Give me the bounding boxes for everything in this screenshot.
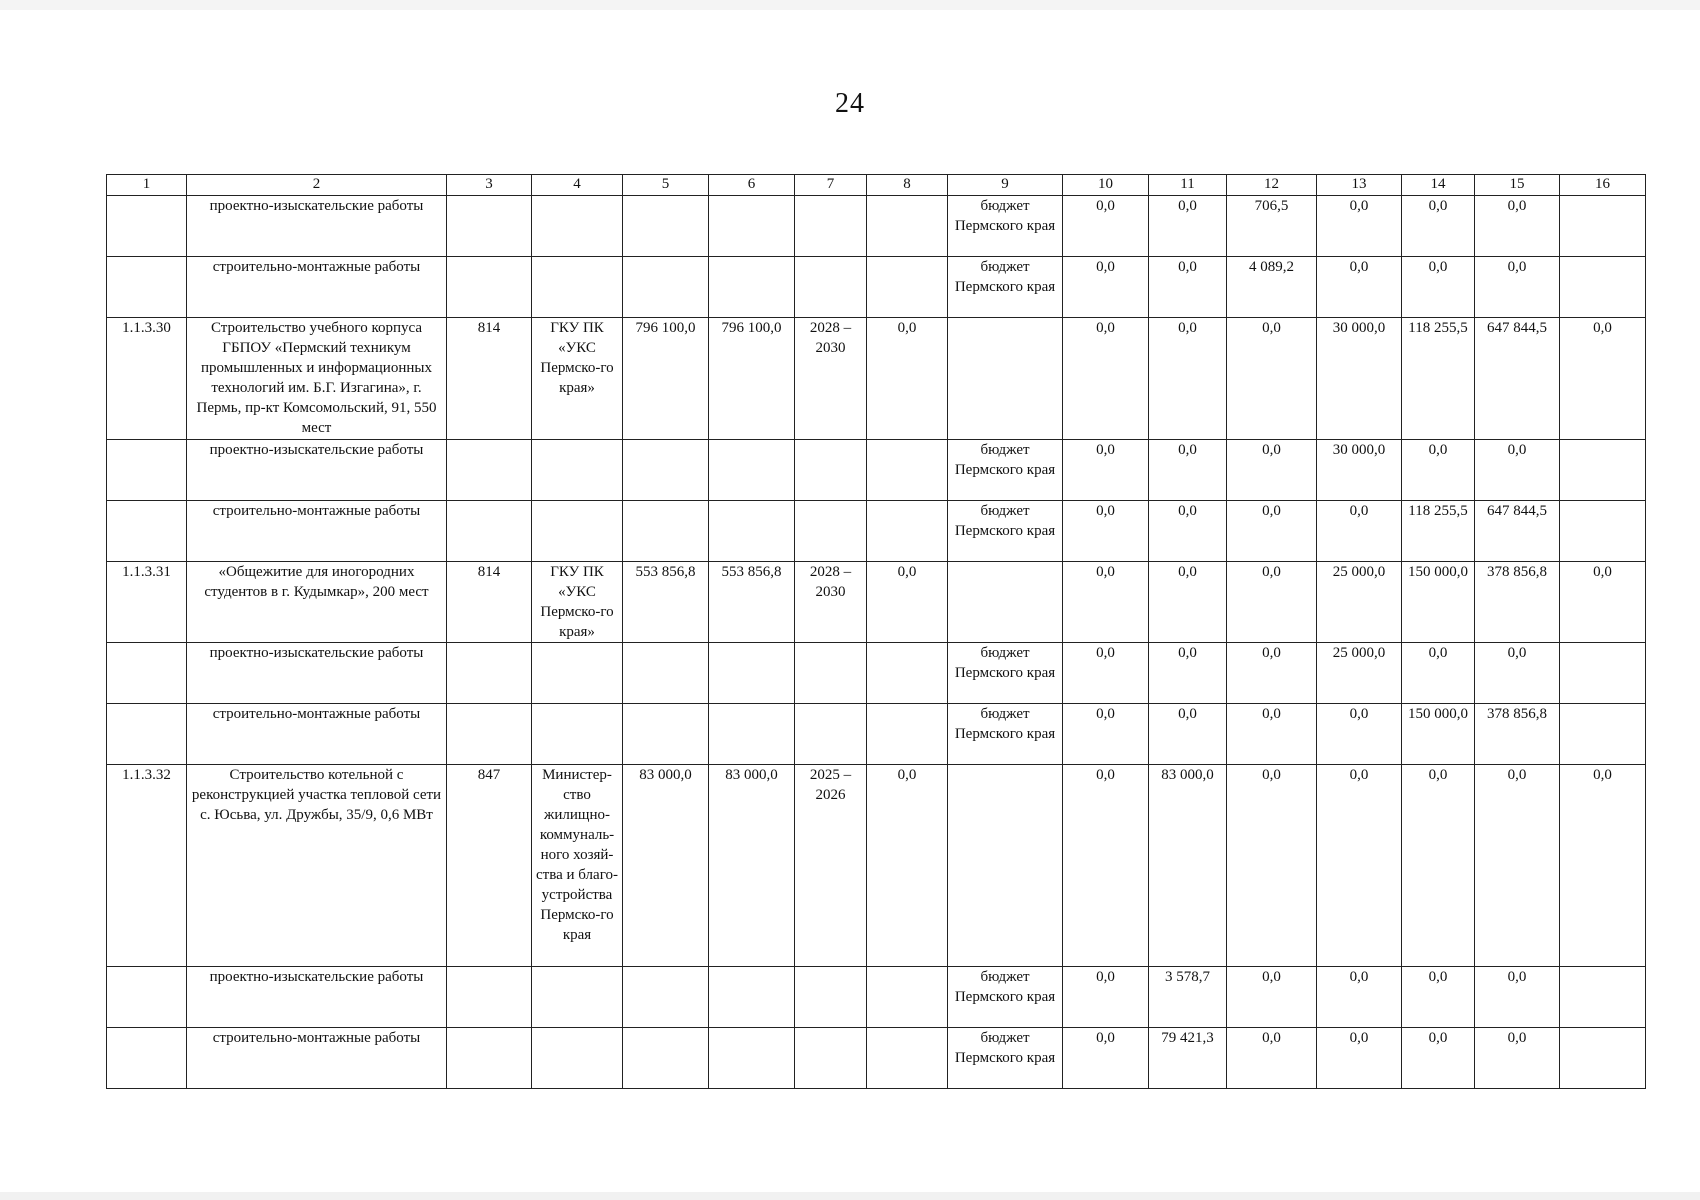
year-2025-cell: 0,0 xyxy=(1227,318,1317,440)
cost-column-cell: 0,0 xyxy=(867,765,948,967)
year-2028-cell: 0,0 xyxy=(1475,257,1560,318)
column-header: 2 xyxy=(187,175,447,196)
sub-row xyxy=(107,257,1646,318)
year-2029-cell xyxy=(1560,1028,1646,1089)
year-2027-cell: 0,0 xyxy=(1402,257,1475,318)
year-2023-cell: 0,0 xyxy=(1063,562,1149,643)
funding-source-cell: бюджет Пермского края xyxy=(948,440,1063,501)
item-code-cell xyxy=(107,704,187,765)
responsible-executor-cell xyxy=(532,501,623,562)
year-2028-cell: 647 844,5 xyxy=(1475,501,1560,562)
funding-source-cell: бюджет Пермского края xyxy=(948,196,1063,257)
funding-source-cell: бюджет Пермского края xyxy=(948,257,1063,318)
year-2024-cell: 0,0 xyxy=(1149,318,1227,440)
cost-column-cell xyxy=(867,196,948,257)
year-2029-cell xyxy=(1560,440,1646,501)
year-2023-cell: 0,0 xyxy=(1063,765,1149,967)
year-2026-cell: 0,0 xyxy=(1317,1028,1402,1089)
year-2027-cell: 0,0 xyxy=(1402,765,1475,967)
limit-amount-cell xyxy=(709,1028,795,1089)
year-2023-cell: 0,0 xyxy=(1063,440,1149,501)
responsible-executor-cell xyxy=(532,967,623,1028)
column-header: 16 xyxy=(1560,175,1646,196)
year-2026-cell: 0,0 xyxy=(1317,257,1402,318)
year-2027-cell: 118 255,5 xyxy=(1402,318,1475,440)
column-number-row xyxy=(107,175,1646,196)
responsible-executor-cell xyxy=(532,257,623,318)
item-code-cell xyxy=(107,643,187,704)
cost-column-cell xyxy=(867,704,948,765)
year-2026-cell: 0,0 xyxy=(1317,501,1402,562)
item-code-cell xyxy=(107,967,187,1028)
estimated-cost-cell xyxy=(623,440,709,501)
year-2026-cell: 30 000,0 xyxy=(1317,440,1402,501)
code-column-cell xyxy=(447,196,532,257)
year-2029-cell xyxy=(1560,196,1646,257)
cost-column-cell xyxy=(867,257,948,318)
year-2023-cell: 0,0 xyxy=(1063,967,1149,1028)
year-2029-cell xyxy=(1560,967,1646,1028)
construction-period-cell xyxy=(795,257,867,318)
sub-row xyxy=(107,967,1646,1028)
limit-amount-cell xyxy=(709,196,795,257)
column-header: 4 xyxy=(532,175,623,196)
year-2023-cell: 0,0 xyxy=(1063,257,1149,318)
year-2023-cell: 0,0 xyxy=(1063,643,1149,704)
year-2024-cell: 83 000,0 xyxy=(1149,765,1227,967)
year-2024-cell: 0,0 xyxy=(1149,562,1227,643)
limit-amount-cell xyxy=(709,704,795,765)
year-2025-cell: 0,0 xyxy=(1227,562,1317,643)
column-header: 13 xyxy=(1317,175,1402,196)
estimated-cost-cell xyxy=(623,257,709,318)
sub-row xyxy=(107,704,1646,765)
estimated-cost-cell xyxy=(623,704,709,765)
estimated-cost-cell xyxy=(623,643,709,704)
column-header: 12 xyxy=(1227,175,1317,196)
year-2023-cell: 0,0 xyxy=(1063,318,1149,440)
year-2028-cell: 378 856,8 xyxy=(1475,562,1560,643)
year-2026-cell: 25 000,0 xyxy=(1317,643,1402,704)
code-column-cell xyxy=(447,501,532,562)
code-column-cell: 847 xyxy=(447,765,532,967)
year-2024-cell: 3 578,7 xyxy=(1149,967,1227,1028)
year-2029-cell xyxy=(1560,643,1646,704)
year-2026-cell: 0,0 xyxy=(1317,967,1402,1028)
year-2028-cell: 0,0 xyxy=(1475,765,1560,967)
year-2024-cell: 0,0 xyxy=(1149,257,1227,318)
funding-source-cell: бюджет Пермского края xyxy=(948,501,1063,562)
year-2023-cell: 0,0 xyxy=(1063,501,1149,562)
item-name-cell: строительно-монтажные работы xyxy=(187,501,447,562)
construction-period-cell: 2028 – 2030 xyxy=(795,318,867,440)
year-2025-cell: 706,5 xyxy=(1227,196,1317,257)
year-2027-cell: 0,0 xyxy=(1402,967,1475,1028)
cost-column-cell xyxy=(867,967,948,1028)
code-column-cell xyxy=(447,1028,532,1089)
construction-period-cell xyxy=(795,196,867,257)
estimated-cost-cell xyxy=(623,1028,709,1089)
year-2029-cell: 0,0 xyxy=(1560,318,1646,440)
responsible-executor-cell: ГКУ ПК «УКС Пермско-го края» xyxy=(532,318,623,440)
item-code-cell: 1.1.3.31 xyxy=(107,562,187,643)
year-2029-cell xyxy=(1560,704,1646,765)
year-2023-cell: 0,0 xyxy=(1063,704,1149,765)
responsible-executor-cell xyxy=(532,1028,623,1089)
sub-row xyxy=(107,1028,1646,1089)
column-header: 10 xyxy=(1063,175,1149,196)
item-code-cell xyxy=(107,501,187,562)
code-column-cell xyxy=(447,643,532,704)
item-name-cell: «Общежитие для иногородних студентов в г. Кудымкар», 200 мест xyxy=(187,562,447,643)
funding-source-cell: бюджет Пермского края xyxy=(948,704,1063,765)
year-2028-cell: 0,0 xyxy=(1475,643,1560,704)
year-2029-cell: 0,0 xyxy=(1560,562,1646,643)
code-column-cell xyxy=(447,704,532,765)
item-name-cell: Строительство учебного корпуса ГБПОУ «Пермский техникум промышленных и информационных технологий им. Б.Г. Изгагина», г. Пермь, пр-кт Комсомольский, 91, 550 мест xyxy=(187,318,447,440)
year-2028-cell: 378 856,8 xyxy=(1475,704,1560,765)
year-2024-cell: 0,0 xyxy=(1149,643,1227,704)
item-code-cell: 1.1.3.32 xyxy=(107,765,187,967)
year-2029-cell xyxy=(1560,257,1646,318)
cost-column-cell: 0,0 xyxy=(867,562,948,643)
scan-edge-bottom xyxy=(0,1192,1700,1200)
column-header: 1 xyxy=(107,175,187,196)
year-2029-cell xyxy=(1560,501,1646,562)
limit-amount-cell: 553 856,8 xyxy=(709,562,795,643)
year-2026-cell: 0,0 xyxy=(1317,196,1402,257)
funding-source-cell xyxy=(948,562,1063,643)
funding-source-cell xyxy=(948,318,1063,440)
year-2024-cell: 0,0 xyxy=(1149,440,1227,501)
year-2025-cell: 0,0 xyxy=(1227,440,1317,501)
year-2027-cell: 150 000,0 xyxy=(1402,704,1475,765)
limit-amount-cell xyxy=(709,967,795,1028)
column-header: 9 xyxy=(948,175,1063,196)
year-2025-cell: 4 089,2 xyxy=(1227,257,1317,318)
year-2026-cell: 0,0 xyxy=(1317,765,1402,967)
year-2027-cell: 118 255,5 xyxy=(1402,501,1475,562)
estimated-cost-cell xyxy=(623,196,709,257)
column-header: 15 xyxy=(1475,175,1560,196)
project-row xyxy=(107,765,1646,967)
code-column-cell xyxy=(447,440,532,501)
column-header: 14 xyxy=(1402,175,1475,196)
budget-table xyxy=(106,174,1646,1089)
year-2023-cell: 0,0 xyxy=(1063,196,1149,257)
responsible-executor-cell: Министер-ство жилищно-коммуналь-ного хозяй-ства и благо-устройства Пермско-го края xyxy=(532,765,623,967)
year-2025-cell: 0,0 xyxy=(1227,967,1317,1028)
year-2023-cell: 0,0 xyxy=(1063,1028,1149,1089)
year-2028-cell: 0,0 xyxy=(1475,440,1560,501)
project-row xyxy=(107,562,1646,643)
construction-period-cell xyxy=(795,704,867,765)
funding-source-cell: бюджет Пермского края xyxy=(948,1028,1063,1089)
year-2026-cell: 0,0 xyxy=(1317,704,1402,765)
cost-column-cell xyxy=(867,643,948,704)
year-2024-cell: 79 421,3 xyxy=(1149,1028,1227,1089)
year-2029-cell: 0,0 xyxy=(1560,765,1646,967)
year-2027-cell: 0,0 xyxy=(1402,440,1475,501)
construction-period-cell xyxy=(795,440,867,501)
cost-column-cell xyxy=(867,501,948,562)
item-name-cell: проектно-изыскательские работы xyxy=(187,967,447,1028)
responsible-executor-cell xyxy=(532,643,623,704)
cost-column-cell xyxy=(867,1028,948,1089)
limit-amount-cell: 83 000,0 xyxy=(709,765,795,967)
column-header: 8 xyxy=(867,175,948,196)
year-2028-cell: 0,0 xyxy=(1475,196,1560,257)
item-code-cell: 1.1.3.30 xyxy=(107,318,187,440)
year-2028-cell: 0,0 xyxy=(1475,1028,1560,1089)
item-code-cell xyxy=(107,257,187,318)
year-2024-cell: 0,0 xyxy=(1149,501,1227,562)
construction-period-cell xyxy=(795,967,867,1028)
year-2024-cell: 0,0 xyxy=(1149,196,1227,257)
column-header: 3 xyxy=(447,175,532,196)
year-2027-cell: 0,0 xyxy=(1402,196,1475,257)
year-2025-cell: 0,0 xyxy=(1227,1028,1317,1089)
item-name-cell: строительно-монтажные работы xyxy=(187,704,447,765)
year-2025-cell: 0,0 xyxy=(1227,704,1317,765)
year-2025-cell: 0,0 xyxy=(1227,765,1317,967)
limit-amount-cell xyxy=(709,257,795,318)
limit-amount-cell xyxy=(709,440,795,501)
item-name-cell: Строительство котельной с реконструкцией участка тепловой сети с. Юсьва, ул. Дружбы, 35/9, 0,6 МВт xyxy=(187,765,447,967)
limit-amount-cell: 796 100,0 xyxy=(709,318,795,440)
year-2025-cell: 0,0 xyxy=(1227,643,1317,704)
estimated-cost-cell: 83 000,0 xyxy=(623,765,709,967)
construction-period-cell xyxy=(795,1028,867,1089)
column-header: 11 xyxy=(1149,175,1227,196)
item-name-cell: строительно-монтажные работы xyxy=(187,1028,447,1089)
limit-amount-cell xyxy=(709,501,795,562)
column-header: 7 xyxy=(795,175,867,196)
funding-source-cell xyxy=(948,765,1063,967)
cost-column-cell xyxy=(867,440,948,501)
estimated-cost-cell xyxy=(623,967,709,1028)
construction-period-cell xyxy=(795,643,867,704)
item-name-cell: проектно-изыскательские работы xyxy=(187,643,447,704)
funding-source-cell: бюджет Пермского края xyxy=(948,643,1063,704)
sub-row xyxy=(107,196,1646,257)
year-2027-cell: 0,0 xyxy=(1402,643,1475,704)
scan-edge-top xyxy=(0,0,1700,10)
code-column-cell xyxy=(447,257,532,318)
code-column-cell xyxy=(447,967,532,1028)
construction-period-cell: 2025 – 2026 xyxy=(795,765,867,967)
year-2026-cell: 25 000,0 xyxy=(1317,562,1402,643)
responsible-executor-cell xyxy=(532,704,623,765)
page-number: 24 xyxy=(835,88,865,119)
estimated-cost-cell: 796 100,0 xyxy=(623,318,709,440)
column-header: 6 xyxy=(709,175,795,196)
code-column-cell: 814 xyxy=(447,562,532,643)
sub-row xyxy=(107,440,1646,501)
year-2027-cell: 0,0 xyxy=(1402,1028,1475,1089)
responsible-executor-cell: ГКУ ПК «УКС Пермско-го края» xyxy=(532,562,623,643)
item-code-cell xyxy=(107,196,187,257)
estimated-cost-cell xyxy=(623,501,709,562)
column-header: 5 xyxy=(623,175,709,196)
funding-source-cell: бюджет Пермского края xyxy=(948,967,1063,1028)
item-name-cell: проектно-изыскательские работы xyxy=(187,196,447,257)
year-2024-cell: 0,0 xyxy=(1149,704,1227,765)
year-2025-cell: 0,0 xyxy=(1227,501,1317,562)
sub-row xyxy=(107,643,1646,704)
item-name-cell: строительно-монтажные работы xyxy=(187,257,447,318)
item-name-cell: проектно-изыскательские работы xyxy=(187,440,447,501)
sub-row xyxy=(107,501,1646,562)
year-2026-cell: 30 000,0 xyxy=(1317,318,1402,440)
year-2027-cell: 150 000,0 xyxy=(1402,562,1475,643)
limit-amount-cell xyxy=(709,643,795,704)
code-column-cell: 814 xyxy=(447,318,532,440)
estimated-cost-cell: 553 856,8 xyxy=(623,562,709,643)
responsible-executor-cell xyxy=(532,196,623,257)
table-body xyxy=(107,175,1646,1089)
item-code-cell xyxy=(107,440,187,501)
construction-period-cell xyxy=(795,501,867,562)
year-2028-cell: 0,0 xyxy=(1475,967,1560,1028)
construction-period-cell: 2028 – 2030 xyxy=(795,562,867,643)
responsible-executor-cell xyxy=(532,440,623,501)
cost-column-cell: 0,0 xyxy=(867,318,948,440)
item-code-cell xyxy=(107,1028,187,1089)
project-row xyxy=(107,318,1646,440)
year-2028-cell: 647 844,5 xyxy=(1475,318,1560,440)
